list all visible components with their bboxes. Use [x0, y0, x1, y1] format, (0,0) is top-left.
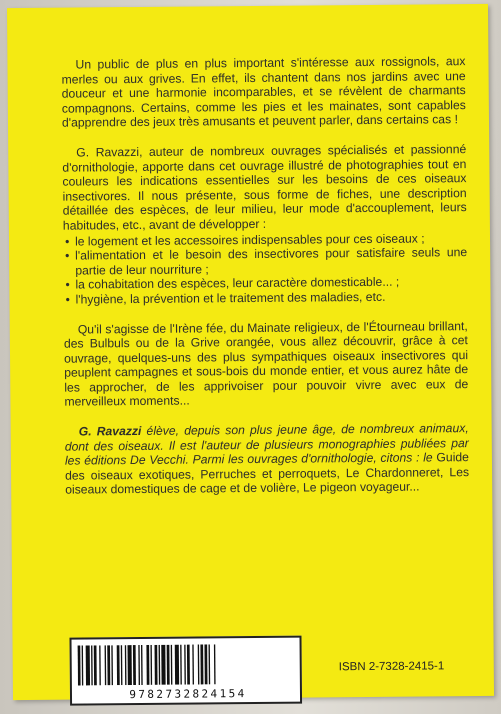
- barcode: [69, 636, 302, 706]
- topics-list: [63, 231, 468, 307]
- list-item: • l'alimentation et le besoin des insectivores pour satisfaire seuls une partie de leur nourriture ;: [63, 245, 467, 278]
- barcode-bar: [91, 645, 93, 685]
- barcode-bar: [159, 645, 161, 685]
- author-bio: [65, 421, 470, 497]
- intro-paragraph: Un public de plus en plus important s'intéresse aux rossignols, aux merles ou aux grives. En effet, ils chantent dans nos jardins avec une douceur et une harmonie incomparables, et se révèlent de charmants compagnons. Certains, comme les pies et les mainates, sont capables d'apprendre des jeux très amusants et peuvent parler, dans certains cas !: [61, 54, 466, 131]
- barcode-bar: [208, 644, 210, 684]
- cover-text-block: [61, 54, 469, 513]
- barcode-bar: [78, 645, 81, 685]
- barcode-bar: [204, 644, 207, 684]
- barcode-bar: [200, 644, 203, 684]
- barcode-bar: [121, 645, 123, 685]
- barcode-bar: [86, 645, 90, 685]
- barcode-bar: [175, 645, 179, 685]
- barcode-bar: [99, 645, 101, 685]
- barcode-bar: [184, 645, 186, 685]
- barcode-bar: [150, 645, 152, 685]
- list-item: • le logement et les accessoires indispensables pour ces oiseaux ;: [63, 231, 467, 249]
- bio-titles: Guide des oiseaux exotiques, Perruches et perroquets, Le Chardonneret, Les oiseaux domestiques de cage et de volière, Le pigeon voyageur...: [65, 450, 470, 498]
- barcode-bar: [171, 645, 173, 685]
- barcode-bars: [78, 644, 294, 686]
- barcode-digits: 9782732824154: [129, 687, 247, 702]
- barcode-bar: [133, 645, 136, 685]
- barcode-bar: [125, 645, 127, 685]
- bio-author-name: G. Ravazzi: [78, 424, 142, 439]
- list-item: • l'hygiène, la prévention et le traitement des maladies, etc.: [63, 289, 467, 307]
- barcode-bar: [155, 645, 158, 685]
- barcode-bar: [82, 645, 84, 685]
- barcode-bar: [161, 645, 165, 685]
- barcode-bar: [111, 645, 113, 685]
- barcode-bar: [146, 645, 149, 685]
- barcode-bar: [105, 645, 107, 685]
- barcode-bar: [107, 645, 110, 685]
- barcode-bar: [187, 645, 190, 685]
- author-intro-paragraph: G. Ravazzi, auteur de nombreux ouvrages spécialisés et passionné d'ornithologie, apporte dans cet ouvrage illustré de photographies tout en couleurs les indications essentielles sur les besoins de ces oiseaux insectivores. Il nous présente, sous forme de fiches, une description détaillée des espèces, de leur milieu, leur mode d'accouplement, leurs habitudes, etc., avant de développer :: [62, 142, 467, 233]
- list-item: • la cohabitation des espèces, leur caractère domesticable... ;: [63, 274, 467, 292]
- barcode-bar: [141, 645, 143, 685]
- barcode-bar: [180, 645, 182, 685]
- barcode-bar: [198, 644, 200, 684]
- barcode-bar: [94, 645, 97, 685]
- isbn-label: ISBN 2-7328-2415-1: [338, 660, 445, 674]
- barcode-bar: [117, 645, 120, 685]
- barcode-bar: [192, 645, 194, 685]
- barcode-bar: [138, 645, 140, 685]
- book-back-cover: [7, 4, 494, 700]
- bio-text: élève, depuis son plus jeune âge, de nombreux animaux, dont des oiseaux. Il est l'auteur de plusieurs monographies publiées par les éditions De Vecchi. Parmi les ouvrages d'ornithologie, citons : le: [64, 421, 469, 468]
- barcode-bar: [214, 644, 216, 684]
- species-paragraph: Qu'il s'agisse de l'Irène fée, du Mainate religieux, de l'Étourneau brillant, des Bulbuls ou de la Grive orangée, vous allez découvrir, grâce à cet ouvrage, quelques-uns des plus sympathiques oiseaux insectivores qui peuplent campagnes et sous-bois du monde entier, et vous aurez hâte de les approcher, de les apprivoiser pour pouvoir vivre avec eux de merveilleux moments...: [63, 318, 469, 410]
- barcode-bar: [128, 645, 132, 685]
- barcode-bar: [167, 645, 170, 685]
